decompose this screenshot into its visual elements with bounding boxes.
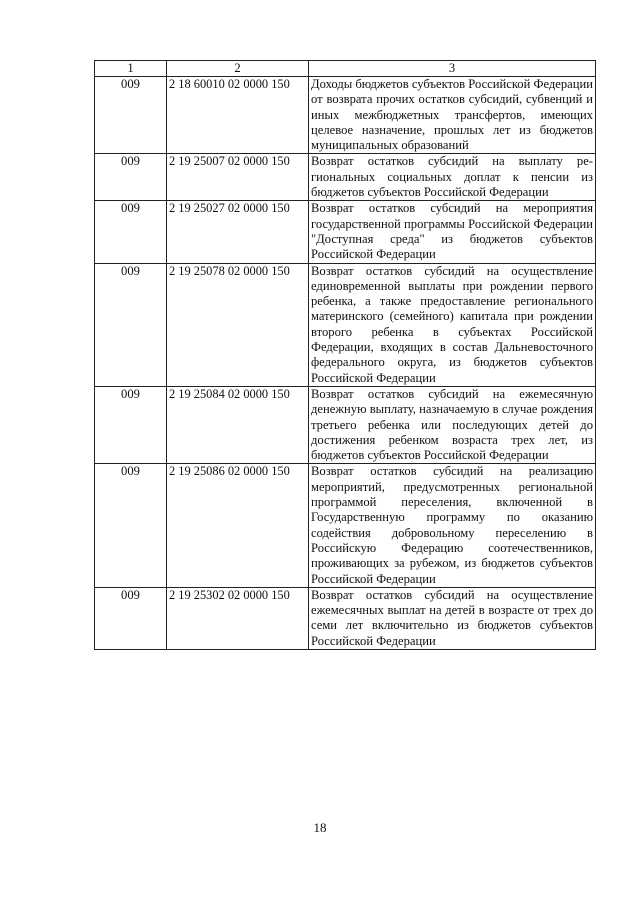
description-cell: Возврат остатков субсидий на осуществление ежемесячных выплат на детей в возрасте от трех до семи лет включительно из бюджетов субъектов Российской Федерации <box>309 587 596 649</box>
budget-classification-table <box>94 60 596 650</box>
table-row <box>95 263 596 386</box>
budget-code-cell: 2 19 25302 02 0000 150 <box>167 587 309 649</box>
page-number: 18 <box>313 820 327 835</box>
admin-code-cell: 009 <box>95 464 167 587</box>
description-cell: Возврат остатков субсидий на мероприятия государственной программы Российской Федерации "Доступная среда" из бюджетов субъектов Российской Федерации <box>309 201 596 263</box>
description-cell: Возврат остатков субсидий на ежемесячную денежную выплату, назначаемую в случае рождения третьего ребенка или последующих детей до достижения ребенком возраста трех лет, из бюджетов субъектов Российской Федерации <box>309 386 596 463</box>
budget-code-cell: 2 18 60010 02 0000 150 <box>167 77 309 154</box>
description-cell: Возврат остатков субсидий на реализацию мероприятий, предусмотренных региональной программой переселения, включенной в Государственную программу по оказанию содействия добровольному переселению в Российскую Федерацию соотечественников, проживающих за рубежом, из бюджетов субъектов Российской Федерации <box>309 464 596 587</box>
table-row <box>95 77 596 154</box>
table-header-row <box>95 61 596 77</box>
budget-code-cell: 2 19 25007 02 0000 150 <box>167 154 309 201</box>
description-cell: Возврат остатков субсидий на осуществление единовременной выплаты при рождении первого ребенка, а также предоставление регионального материнского (семейного) капитала при рождении второго ребенка в субъектах Российской Федерации, входящих в состав Дальневосточного федерального округа, из бюджетов субъектов Российской Федерации <box>309 263 596 386</box>
admin-code-cell: 009 <box>95 201 167 263</box>
budget-code-cell: 2 19 25086 02 0000 150 <box>167 464 309 587</box>
table-row <box>95 464 596 587</box>
table-row <box>95 587 596 649</box>
admin-code-cell: 009 <box>95 77 167 154</box>
admin-code-cell: 009 <box>95 154 167 201</box>
budget-code-cell: 2 19 25084 02 0000 150 <box>167 386 309 463</box>
admin-code-cell: 009 <box>95 587 167 649</box>
description-cell: Возврат остатков субсидий на выплату региональных социальных доплат к пенсии из бюджетов субъектов Российской Федерации <box>309 154 596 201</box>
column-header-3: 3 <box>309 61 596 77</box>
column-header-1: 1 <box>95 61 167 77</box>
column-header-2: 2 <box>167 61 309 77</box>
table-row <box>95 154 596 201</box>
table-row <box>95 386 596 463</box>
budget-code-cell: 2 19 25027 02 0000 150 <box>167 201 309 263</box>
admin-code-cell: 009 <box>95 263 167 386</box>
description-cell: Доходы бюджетов субъектов Российской Федерации от возврата прочих остатков субсидий, субвенций и иных межбюджетных трансфертов, имеющих целевое назначение, прошлых лет из бюджетов муниципальных образований <box>309 77 596 154</box>
budget-code-cell: 2 19 25078 02 0000 150 <box>167 263 309 386</box>
admin-code-cell: 009 <box>95 386 167 463</box>
table-row <box>95 201 596 263</box>
